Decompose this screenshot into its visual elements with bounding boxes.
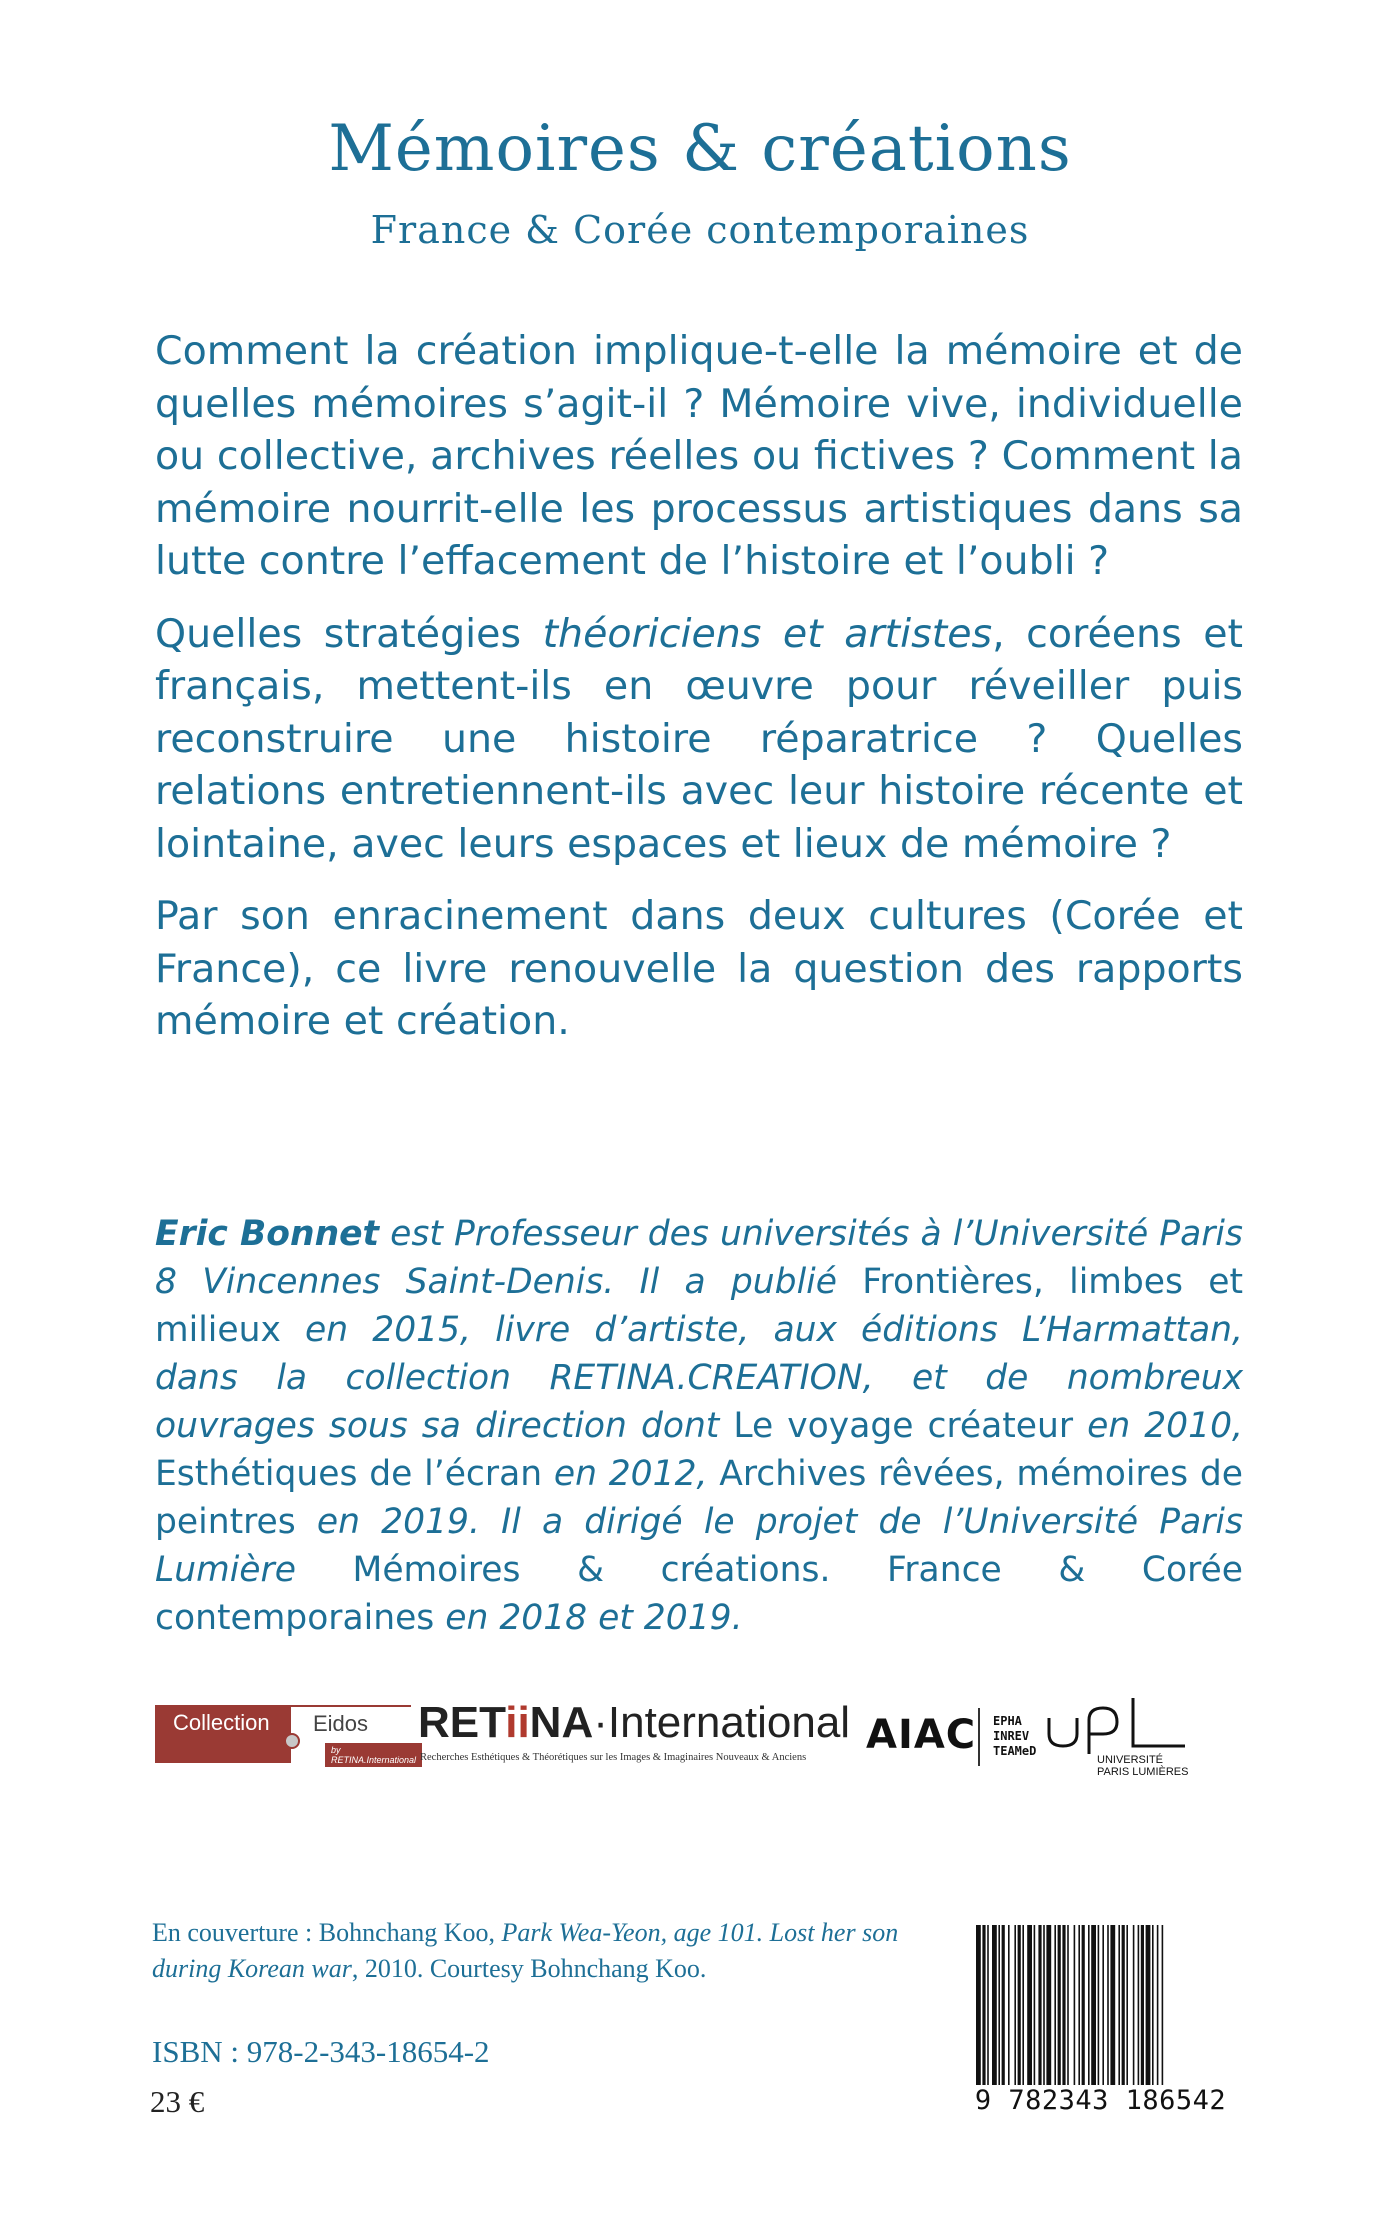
- barcode-bar: [1152, 1925, 1154, 2085]
- barcode-bar: [1058, 1925, 1061, 2085]
- barcode-bar: [1043, 1925, 1045, 2085]
- eidos-label: Eidos: [313, 1711, 369, 1736]
- barcode-bar: [1126, 1925, 1128, 2085]
- bio-work-3: Esthétiques de l’écran: [155, 1454, 543, 1494]
- barcode-bar: [1067, 1925, 1069, 2085]
- barcode-bar: [1008, 1925, 1010, 2085]
- book-title: Mémoires & créations: [328, 112, 1072, 186]
- barcode-bar: [1054, 1925, 1056, 2085]
- bio-work-4: Archives rêvées, mémoires de peintres: [155, 1454, 1243, 1542]
- barcode-bar: [1118, 1925, 1120, 2085]
- barcode-bar: [1027, 1925, 1032, 2085]
- book-subtitle: France & Corée contemporaines: [370, 208, 1030, 252]
- barcode-bar: [992, 1925, 997, 2085]
- bio-text-3: en 2010,: [1073, 1406, 1243, 1446]
- collection-label: Collection: [155, 1705, 291, 1763]
- barcode-bar: [976, 1925, 981, 2085]
- retina-tagline: Recherches Esthétiques & Théorétiques sur les Images & Imaginaires Nouveaux & Anciens: [420, 1752, 807, 1763]
- epha-line-3: TEAMeD: [993, 1744, 1037, 1758]
- barcode-bar: [1102, 1925, 1104, 2085]
- bio-text-1: est Professeur des universités à l’Université Paris 8 Vincennes Saint-Denis. Il a publié: [155, 1214, 1243, 1302]
- blurb-paragraph-2: [155, 608, 1243, 871]
- epha-line-1: EPHA: [993, 1714, 1022, 1728]
- barcode-bar: [1133, 1925, 1135, 2085]
- upl-line-1: UNIVERSITÉ: [1097, 1754, 1164, 1766]
- bio-text-2: en 2015, livre d’artiste, aux éditions L’Harmattan, dans la collection RETINA.CREATION, et de nombreux ouvrages sous sa direction dont: [155, 1310, 1243, 1446]
- barcode-bar: [1122, 1925, 1125, 2085]
- barcode-bar: [1146, 1925, 1151, 2085]
- bio-work-5: Mémoires & créations. France & Corée contemporaines: [155, 1550, 1243, 1638]
- isbn: ISBN : 978-2-343-18654-2: [152, 2034, 490, 2069]
- upl-text: [1097, 1754, 1189, 1778]
- barcode: [968, 1925, 1233, 2125]
- barcode-bar: [1091, 1925, 1096, 2085]
- logo-divider: [978, 1708, 980, 1766]
- retina-name-ii: ii: [505, 1698, 530, 1747]
- eidos-by-label: by RETINA.International: [325, 1743, 422, 1767]
- upl-logo: [1045, 1696, 1240, 1776]
- barcode-bar: [1074, 1925, 1076, 2085]
- barcode-bar: [1162, 1925, 1164, 2085]
- upl-mark-icon: [1045, 1696, 1240, 1756]
- barcode-bar: [1018, 1925, 1021, 2085]
- barcode-bar: [1138, 1925, 1140, 2085]
- blurb: [155, 325, 1243, 1068]
- barcode-bar: [998, 1925, 1000, 2085]
- barcode-bar: [1157, 1925, 1159, 2085]
- retina-name: [418, 1698, 850, 1748]
- barcode-bar: [1034, 1925, 1036, 2085]
- barcode-bar: [1038, 1925, 1041, 2085]
- barcode-bar: [1062, 1925, 1065, 2085]
- epha-logo: [993, 1714, 1053, 1759]
- collection-dot-icon: [284, 1733, 300, 1749]
- bio-text-5: en 2019. Il a dirigé le projet de l’Université Paris Lumière: [155, 1502, 1243, 1590]
- barcode-digits: 9 782343 186542: [968, 2085, 1233, 2116]
- cover-credit-prefix: En couverture : Bohnchang Koo,: [152, 1918, 502, 1947]
- barcode-bar: [982, 1925, 985, 2085]
- aiac-logo: AIAC: [866, 1712, 977, 1758]
- barcode-bar: [987, 1925, 989, 2085]
- barcode-bar: [1014, 1925, 1016, 2085]
- retina-international-logo: [418, 1698, 858, 1770]
- epha-line-2: INREV: [993, 1729, 1030, 1743]
- barcode-bar: [1022, 1925, 1024, 2085]
- bio-text-4: en 2012,: [542, 1454, 720, 1494]
- eidos-block: [291, 1705, 417, 1765]
- bio-work-1: Frontières, limbes et milieux: [155, 1262, 1243, 1350]
- author-bio: [155, 1210, 1243, 1642]
- blurb-p2-start: Quelles stratégies: [155, 610, 543, 657]
- retina-name-intl: ·International: [593, 1698, 851, 1747]
- author-name: Eric Bonnet: [155, 1214, 380, 1254]
- barcode-bar: [1082, 1925, 1085, 2085]
- blurb-paragraph-3: Par son enracinement dans deux cultures (Corée et France), ce livre renouvelle la question des rapports mémoire et création.: [155, 893, 1243, 1044]
- barcode-bar: [1088, 1925, 1090, 2085]
- retina-name-part-1: RET: [418, 1698, 506, 1747]
- price: 23 €: [150, 2084, 205, 2119]
- retina-name-part-2: NA: [529, 1698, 594, 1747]
- bio-work-2: Le voyage créateur: [733, 1406, 1074, 1446]
- barcode-bar: [1141, 1925, 1144, 2085]
- collection-eidos-logo: [155, 1705, 417, 1765]
- barcode-bar: [1110, 1925, 1115, 2085]
- barcode-bar: [1078, 1925, 1080, 2085]
- cover-credit-suffix: , 2010. Courtesy Bohnchang Koo.: [351, 1954, 707, 1983]
- upl-line-2: PARIS LUMIÈRES: [1097, 1766, 1189, 1778]
- barcode-bar: [1098, 1925, 1100, 2085]
- barcode-bar: [1002, 1925, 1005, 2085]
- blurb-paragraph-1: Comment la création implique-t-elle la mémoire et de quelles mémoires s’agit-il ? Mémoire vive, individuelle ou collective, archives réelles ou fictives ? Comment la mémoire nourrit-elle les processus artistiques dans sa lutte contre l’effacement de l’histoire et l’oubli ?: [155, 328, 1243, 584]
- bio-text-6: en 2018 et 2019.: [434, 1598, 743, 1638]
- barcode-bar: [1107, 1925, 1109, 2085]
- barcode-bar: [1046, 1925, 1051, 2085]
- cover-credit-work: Park Wea-Yeon, age 101. Lost her son during Korean war: [152, 1918, 899, 1983]
- blurb-p2-emphasis: théoriciens et artistes: [542, 610, 993, 657]
- cover-credit: [152, 1915, 932, 1987]
- blurb-p2-end: , coréens et français, mettent-ils en œuvre pour réveiller puis reconstruire une histoire réparatrice ? Quelles relations entretiennent-ils avec leur histoire récente et lointaine, avec leurs espaces et lieux de mémoire ?: [155, 610, 1243, 867]
